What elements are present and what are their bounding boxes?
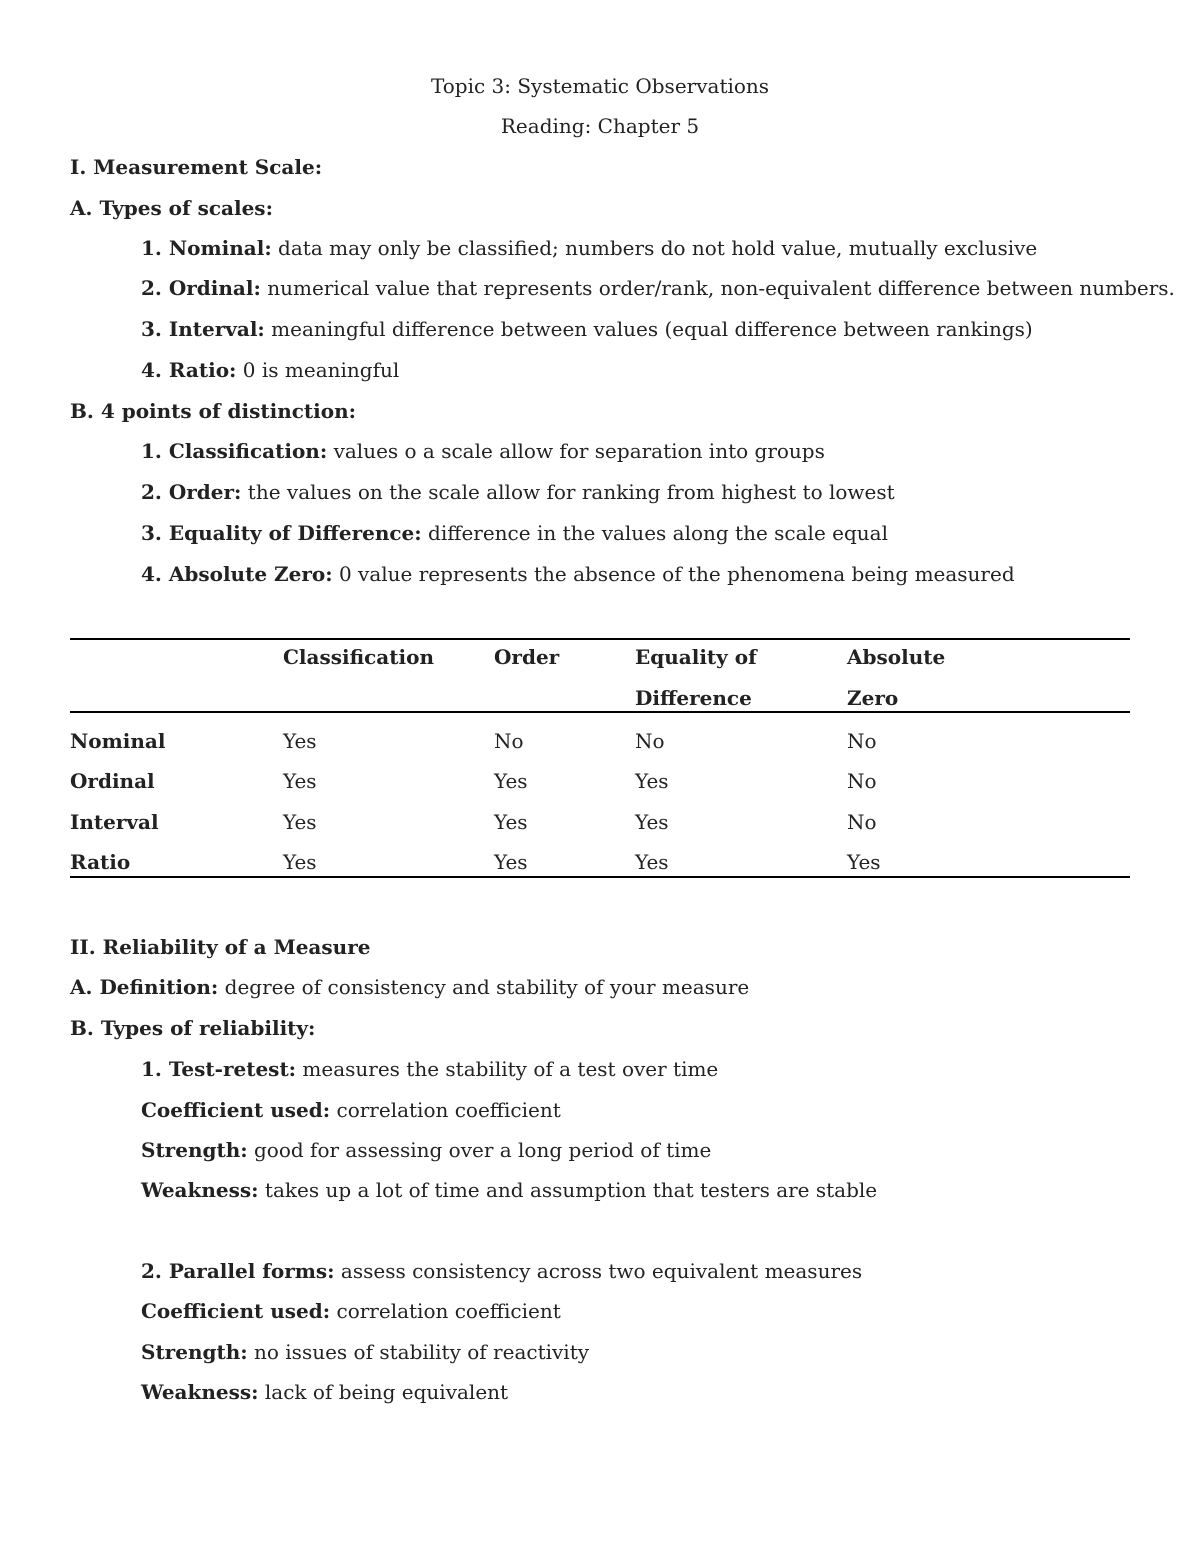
table-header-equality-line2: Difference	[635, 686, 752, 710]
distinction-item-equality: 3. Equality of Difference: difference in the values along the scale equal	[141, 521, 888, 545]
table-cell: Yes	[283, 810, 317, 834]
parallel-forms-coefficient: Coefficient used: correlation coefficient	[141, 1299, 561, 1323]
test-retest-title: 1. Test-retest: measures the stability of a test over time	[141, 1057, 719, 1081]
scale-item-ordinal: 2. Ordinal: numerical value that represents order/rank, non-equivalent difference between numbers.	[141, 276, 1175, 300]
table-header-classification: Classification	[283, 645, 434, 669]
table-header-absolute: Absolute	[847, 645, 946, 669]
table-cell: Yes	[635, 850, 669, 874]
table-header-order: Order	[494, 645, 560, 669]
table-cell: Yes	[494, 850, 528, 874]
definition-line: A. Definition: degree of consistency and stability of your measure	[70, 975, 750, 999]
table-header-rule	[70, 711, 1130, 713]
scale-item-nominal: 1. Nominal: data may only be classified; numbers do not hold value, mutually exclusive	[141, 236, 1038, 260]
parallel-forms-strength: Strength: no issues of stability of reactivity	[141, 1340, 590, 1364]
table-cell: No	[847, 729, 877, 753]
table-header-absolute-line2: Zero	[847, 686, 899, 710]
distinction-item-absolute-zero: 4. Absolute Zero: 0 value represents the absence of the phenomena being measured	[141, 562, 1015, 586]
test-retest-weakness: Weakness: takes up a lot of time and assumption that testers are stable	[141, 1178, 878, 1202]
table-cell: No	[494, 729, 524, 753]
reading-line: Reading: Chapter 5	[500, 114, 700, 138]
types-of-scales-heading: A. Types of scales:	[70, 196, 273, 220]
table-cell: Yes	[283, 729, 317, 753]
table-cell: No	[847, 810, 877, 834]
table-cell: Yes	[635, 769, 669, 793]
distinction-heading: B. 4 points of distinction:	[70, 399, 357, 423]
types-of-reliability-heading: B. Types of reliability:	[70, 1016, 316, 1040]
table-cell: Yes	[635, 810, 669, 834]
page-title: Topic 3: Systematic Observations	[430, 74, 770, 98]
distinction-item-order: 2. Order: the values on the scale allow for ranking from highest to lowest	[141, 480, 895, 504]
test-retest-strength: Strength: good for assessing over a long period of time	[141, 1138, 712, 1162]
table-cell: Yes	[494, 810, 528, 834]
section-2-heading: II. Reliability of a Measure	[70, 935, 371, 959]
table-header-equality: Equality of	[635, 645, 757, 669]
row-label-ratio: Ratio	[70, 850, 131, 874]
scale-item-ratio: 4. Ratio: 0 is meaningful	[141, 358, 400, 382]
parallel-forms-weakness: Weakness: lack of being equivalent	[141, 1380, 509, 1404]
section-1-heading: I. Measurement Scale:	[70, 155, 323, 179]
row-label-ordinal: Ordinal	[70, 769, 155, 793]
parallel-forms-title: 2. Parallel forms: assess consistency across two equivalent measures	[141, 1259, 863, 1283]
table-top-rule	[70, 638, 1130, 640]
table-cell: Yes	[494, 769, 528, 793]
row-label-nominal: Nominal	[70, 729, 166, 753]
table-cell: Yes	[283, 850, 317, 874]
table-cell: No	[847, 769, 877, 793]
table-cell: Yes	[847, 850, 881, 874]
table-bottom-rule	[70, 876, 1130, 878]
table-cell: No	[635, 729, 665, 753]
test-retest-coefficient: Coefficient used: correlation coefficient	[141, 1098, 561, 1122]
scale-item-interval: 3. Interval: meaningful difference between values (equal difference between rankings)	[141, 317, 1033, 341]
row-label-interval: Interval	[70, 810, 159, 834]
distinction-item-classification: 1. Classification: values o a scale allow for separation into groups	[141, 439, 825, 463]
table-cell: Yes	[283, 769, 317, 793]
